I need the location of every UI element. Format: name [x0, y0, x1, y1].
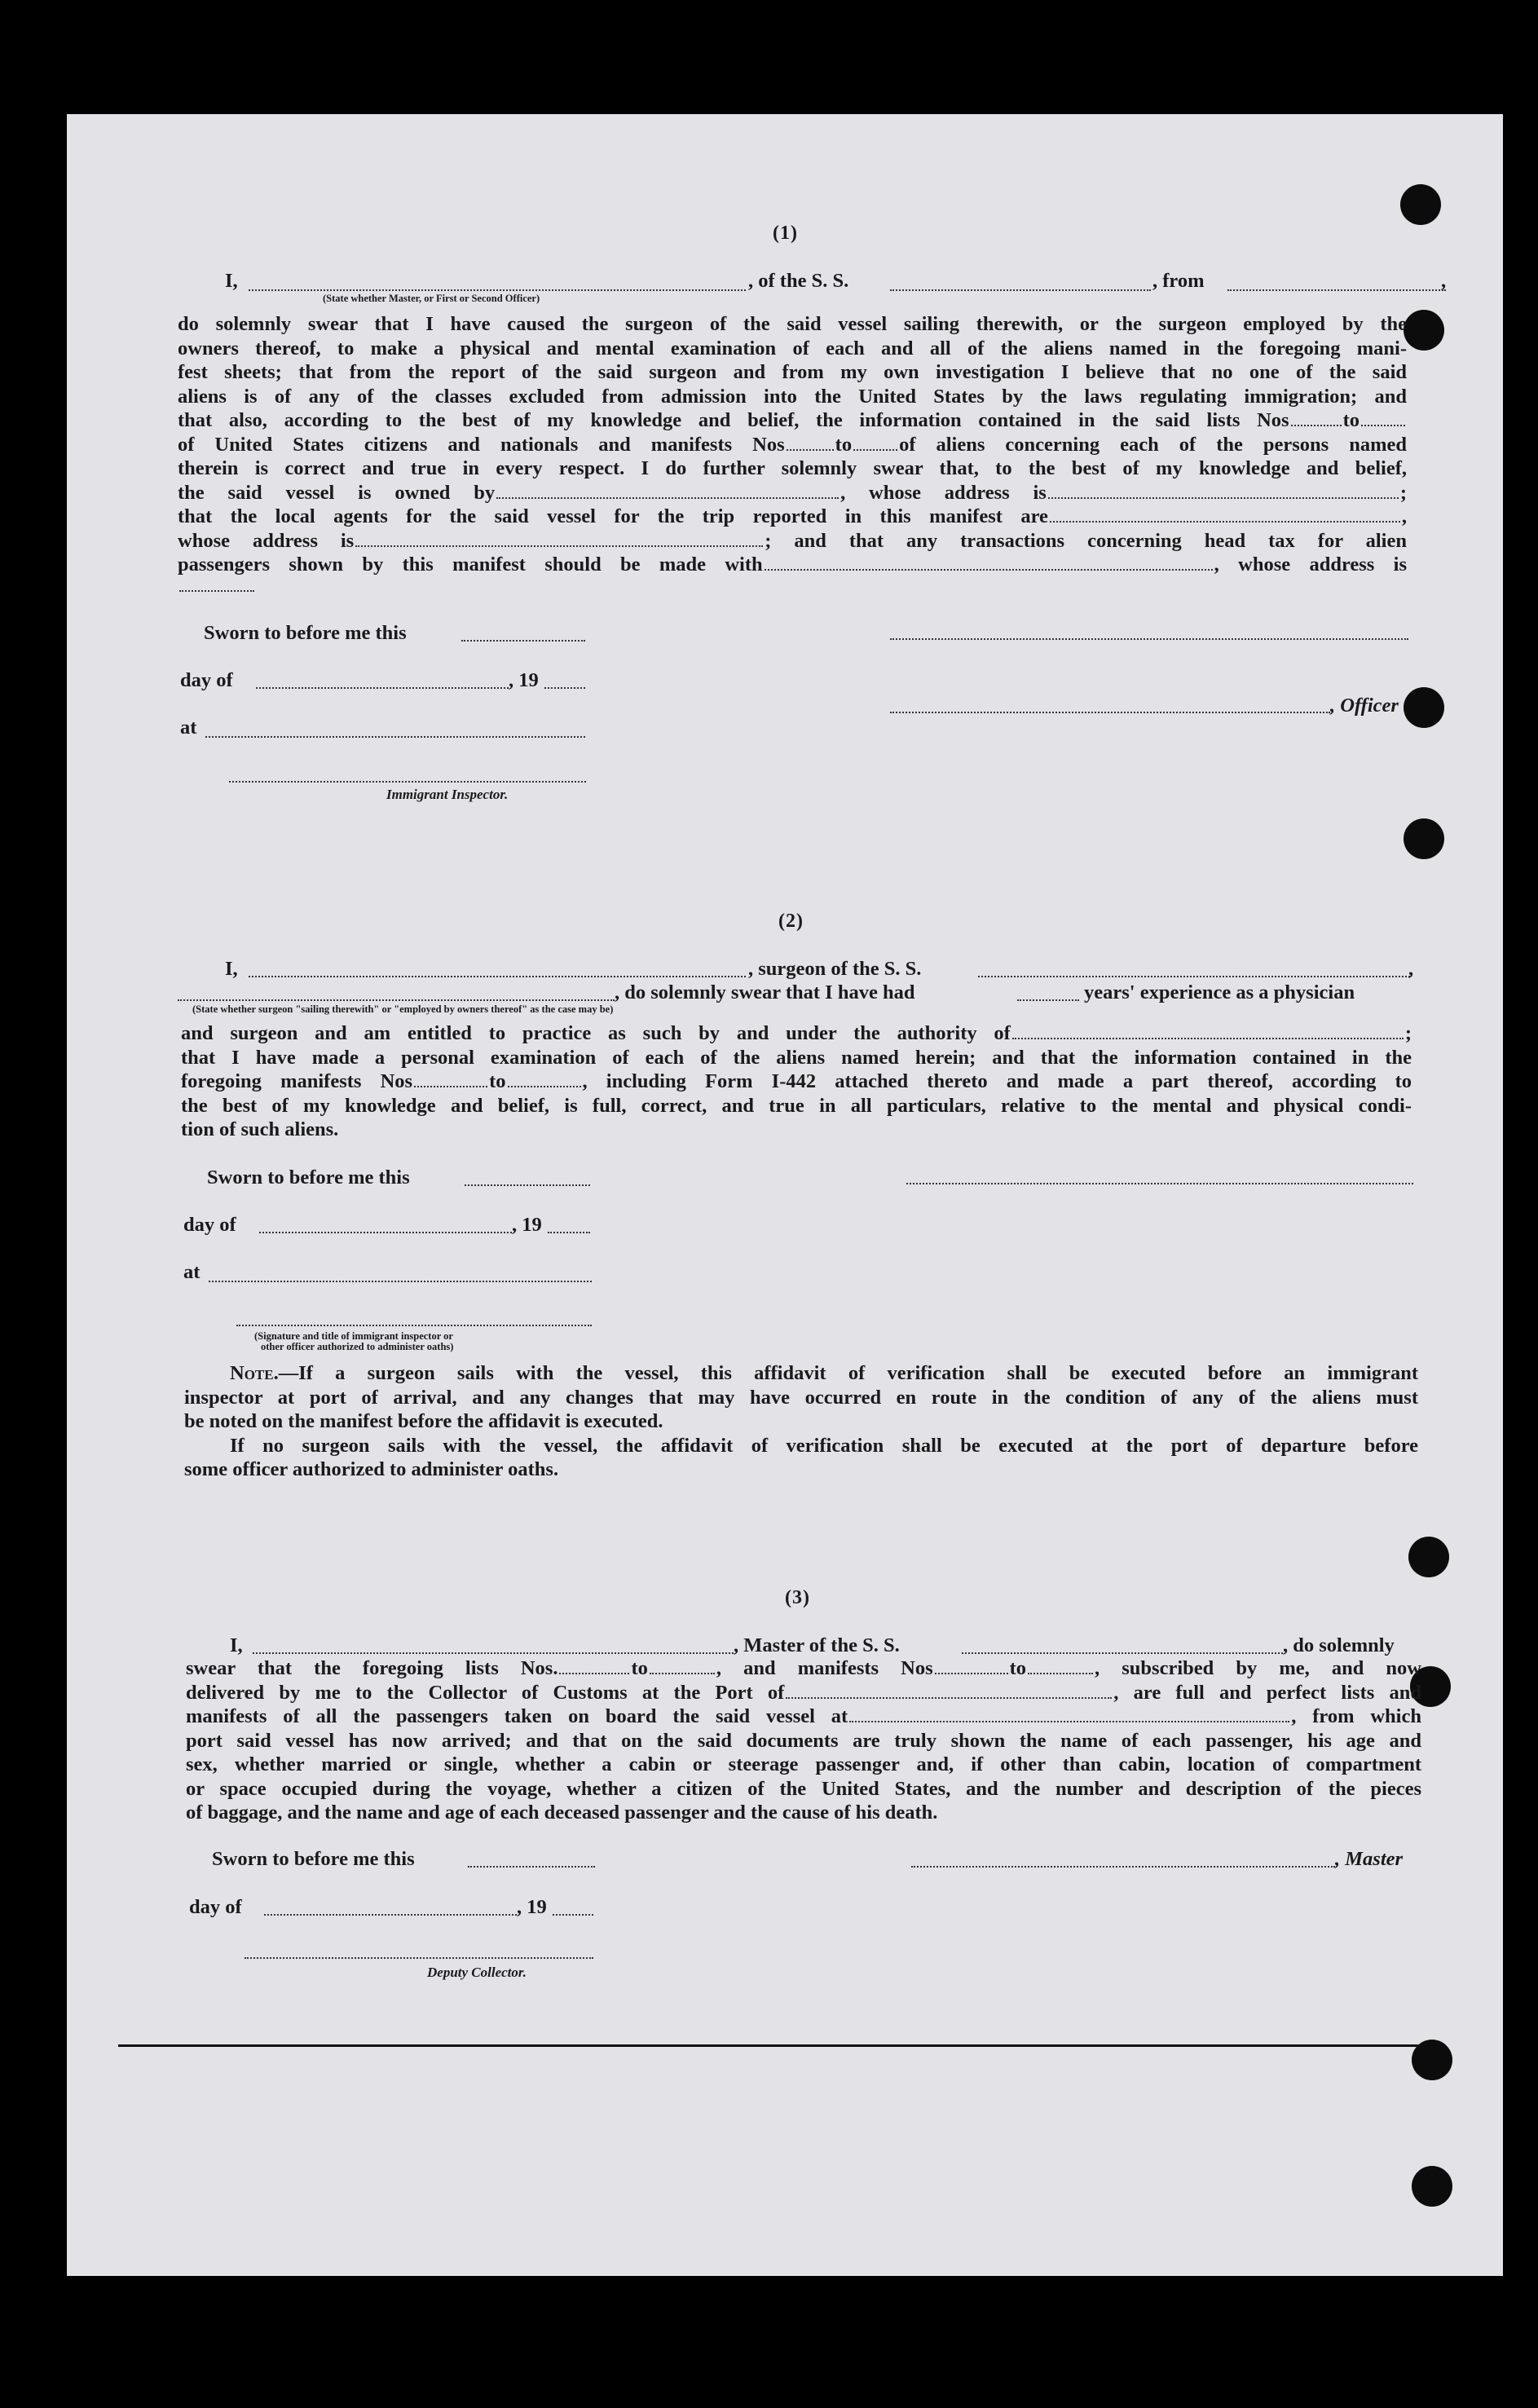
oath-paragraph [181, 1021, 1412, 1142]
at-label: at [180, 717, 197, 739]
experience-label: years' experience as a physician [1084, 981, 1355, 1003]
punch-hole [1408, 1537, 1449, 1577]
departure-port-field[interactable] [1227, 289, 1446, 291]
place-field[interactable] [205, 735, 585, 738]
paragraph-line: therein is correct and true in every respect. I do further solemnly swear that, to the best of my knowledge and belief, [178, 457, 1407, 479]
paragraph-line: or space occupied during the voyage, whether a citizen of the United States, and the number and description of the pieces [186, 1777, 1421, 1800]
note-paragraph [184, 1361, 1418, 1482]
officer-rank-field[interactable] [249, 289, 746, 291]
sworn-day-field[interactable] [468, 1865, 595, 1868]
paragraph-line: port said vessel has now arrived; and that on the said documents are truly shown the name of each passenger, his age and [186, 1729, 1421, 1752]
paragraph-line: sex, whether married or single, whether a cabin or steerage passenger and, if other than cabin, location of compartment [186, 1753, 1421, 1775]
pronoun-label: I, [225, 958, 238, 980]
oath-paragraph [186, 1656, 1421, 1825]
paragraph-line: the said vessel is owned by , whose address is ; [178, 481, 1407, 504]
collector-signature-line[interactable] [245, 1956, 593, 1959]
surgeon-name-field[interactable] [249, 975, 746, 977]
month-field[interactable] [259, 1231, 512, 1233]
signature-caption: other officer authorized to administer oaths) [261, 1341, 454, 1352]
paragraph-line: tion of such aliens. [181, 1118, 339, 1140]
day-of-label: day of [180, 669, 233, 691]
from-label: , from [1152, 270, 1205, 292]
paragraph-line: of United States citizens and nationals and manifests Nos to of aliens concerning each of the persons named [178, 433, 1407, 456]
oath-line [225, 269, 238, 293]
year-field[interactable] [548, 1231, 590, 1233]
year-label: , 19 [509, 669, 539, 691]
day-of-label: day of [183, 1214, 236, 1236]
signature-caption: (Signature and title of immigrant inspector or [254, 1330, 453, 1342]
section-number: (2) [778, 911, 804, 932]
year-label: , 19 [512, 1214, 542, 1236]
paragraph-line: of baggage, and the name and age of each deceased passenger and the cause of his death. [186, 1802, 938, 1824]
rank-caption: (State whether Master, or First or Second Officer) [323, 293, 540, 304]
paragraph-line: delivered by me to the Collector of Customs at the Port of , are full and perfect lists and [186, 1681, 1421, 1704]
month-field[interactable] [256, 686, 509, 689]
sworn-label: Sworn to before me this [204, 622, 407, 644]
paragraph-line: passengers shown by this manifest should be made with , whose address is [178, 553, 1407, 576]
day-of-label: day of [189, 1896, 242, 1918]
paragraph-line: some officer authorized to administer oaths. [184, 1458, 559, 1480]
inspector-signature-line[interactable] [236, 1324, 592, 1326]
paragraph-line: If no surgeon sails with the vessel, the affidavit of verification shall be executed at the port of departure before [230, 1434, 1418, 1457]
section-number: (3) [785, 1587, 810, 1608]
sworn-day-field[interactable] [461, 639, 585, 642]
vessel-name-field[interactable] [978, 975, 1410, 977]
bottom-rule [118, 2044, 1422, 2047]
paragraph-line: be noted on the manifest before the affidavit is executed. [184, 1410, 663, 1432]
inspector-caption: Immigrant Inspector. [386, 787, 509, 802]
paragraph-line: whose address is ; and that any transactions concerning head tax for alien [178, 529, 1407, 552]
paragraph-line: Note.—If a surgeon sails with the vessel, this affidavit of verification shall be executed before an immigrant [230, 1362, 1418, 1384]
paragraph-line: do solemnly swear that I have caused the surgeon of the said vessel sailing therewith, or the surgeon employed by the [178, 313, 1407, 335]
master-signature-line[interactable] [911, 1865, 1335, 1868]
officer-label: , Officer [1330, 695, 1399, 717]
punch-hole [1412, 2166, 1452, 2207]
pronoun-label: I, [225, 270, 238, 292]
surgeon-signature-line[interactable] [906, 1182, 1413, 1184]
paragraph-line: manifests of all the passengers taken on board the said vessel at , from which [186, 1705, 1421, 1727]
paragraph-line: that I have made a personal examination of each of the aliens named herein; and that the information contained in the [181, 1046, 1412, 1069]
oath-line-vessel [748, 269, 848, 293]
punch-hole [1400, 184, 1441, 225]
surgeon-label: , surgeon of the S. S. [748, 958, 922, 980]
paragraph-line: and surgeon and am entitled to practice as such by and under the authority of ; [181, 1022, 1412, 1044]
pronoun-label: I, [230, 1634, 243, 1656]
agent-address-field[interactable] [179, 589, 254, 592]
punch-hole [1404, 818, 1444, 859]
place-field[interactable] [209, 1280, 592, 1282]
officer-signature-line[interactable] [890, 637, 1408, 640]
years-field[interactable] [1017, 999, 1079, 1001]
section-number: (1) [773, 223, 798, 244]
punch-hole [1404, 687, 1444, 728]
master-title-label: , Master [1335, 1848, 1404, 1870]
comma: , [1408, 958, 1414, 980]
oath-label: , do solemnly [1283, 1634, 1395, 1656]
master-label: , Master of the S. S. [734, 1634, 900, 1656]
sworn-label: Sworn to before me this [207, 1167, 410, 1189]
paragraph-line: fest sheets; that from the report of the said surgeon and from my own investigation I believe that no one of the said [178, 361, 1407, 383]
paragraph-line: owners thereof, to make a physical and mental examination of each and all of the aliens named in the foregoing mani- [178, 337, 1407, 359]
at-label: at [183, 1261, 201, 1283]
vessel-name-field[interactable] [962, 1652, 1283, 1654]
oath-paragraph [178, 312, 1407, 577]
sworn-label: Sworn to before me this [212, 1848, 415, 1870]
paragraph-line: swear that the foregoing lists Nos. to , and manifests Nos to , subscribed by me, and now [186, 1657, 1421, 1679]
sworn-day-field[interactable] [465, 1184, 590, 1186]
vessel-name-field[interactable] [890, 289, 1151, 291]
punch-hole [1404, 310, 1444, 351]
surgeon-type-field[interactable] [178, 999, 615, 1001]
surgeon-type-caption: (State whether surgeon "sailing therewith" or "employed by owners thereof" as the case may be) [192, 1003, 614, 1015]
oath-line-from [1152, 269, 1205, 293]
paragraph-line: inspector at port of arrival, and any changes that may have occurred en route in the condition of any of the aliens must [184, 1386, 1418, 1409]
month-field[interactable] [264, 1913, 517, 1916]
master-name-field[interactable] [253, 1652, 734, 1654]
paragraph-line: that the local agents for the said vessel for the trip reported in this manifest are , [178, 505, 1407, 527]
paragraph-line: aliens is of any of the classes excluded from admission into the United States by the laws regulating immigration; and [178, 385, 1407, 408]
year-label: , 19 [517, 1896, 547, 1918]
paragraph-line: foregoing manifests Nos to , including Form I-442 attached thereto and made a part thereof, according to [181, 1070, 1412, 1092]
collector-caption: Deputy Collector. [427, 1965, 527, 1980]
paragraph-line: the best of my knowledge and belief, is full, correct, and true in all particulars, relative to the mental and physical condi- [181, 1094, 1412, 1117]
comma: , [1441, 270, 1447, 292]
inspector-signature-line[interactable] [229, 780, 586, 783]
paragraph-line: that also, according to the best of my knowledge and belief, the information contained in the said lists Nos to [178, 408, 1407, 433]
oath-line: , do solemnly swear that I have had [615, 981, 915, 1003]
officer-title-line[interactable] [890, 711, 1330, 713]
vessel-label: , of the S. S. [748, 270, 849, 292]
year-field[interactable] [544, 686, 585, 689]
year-field[interactable] [553, 1913, 593, 1916]
